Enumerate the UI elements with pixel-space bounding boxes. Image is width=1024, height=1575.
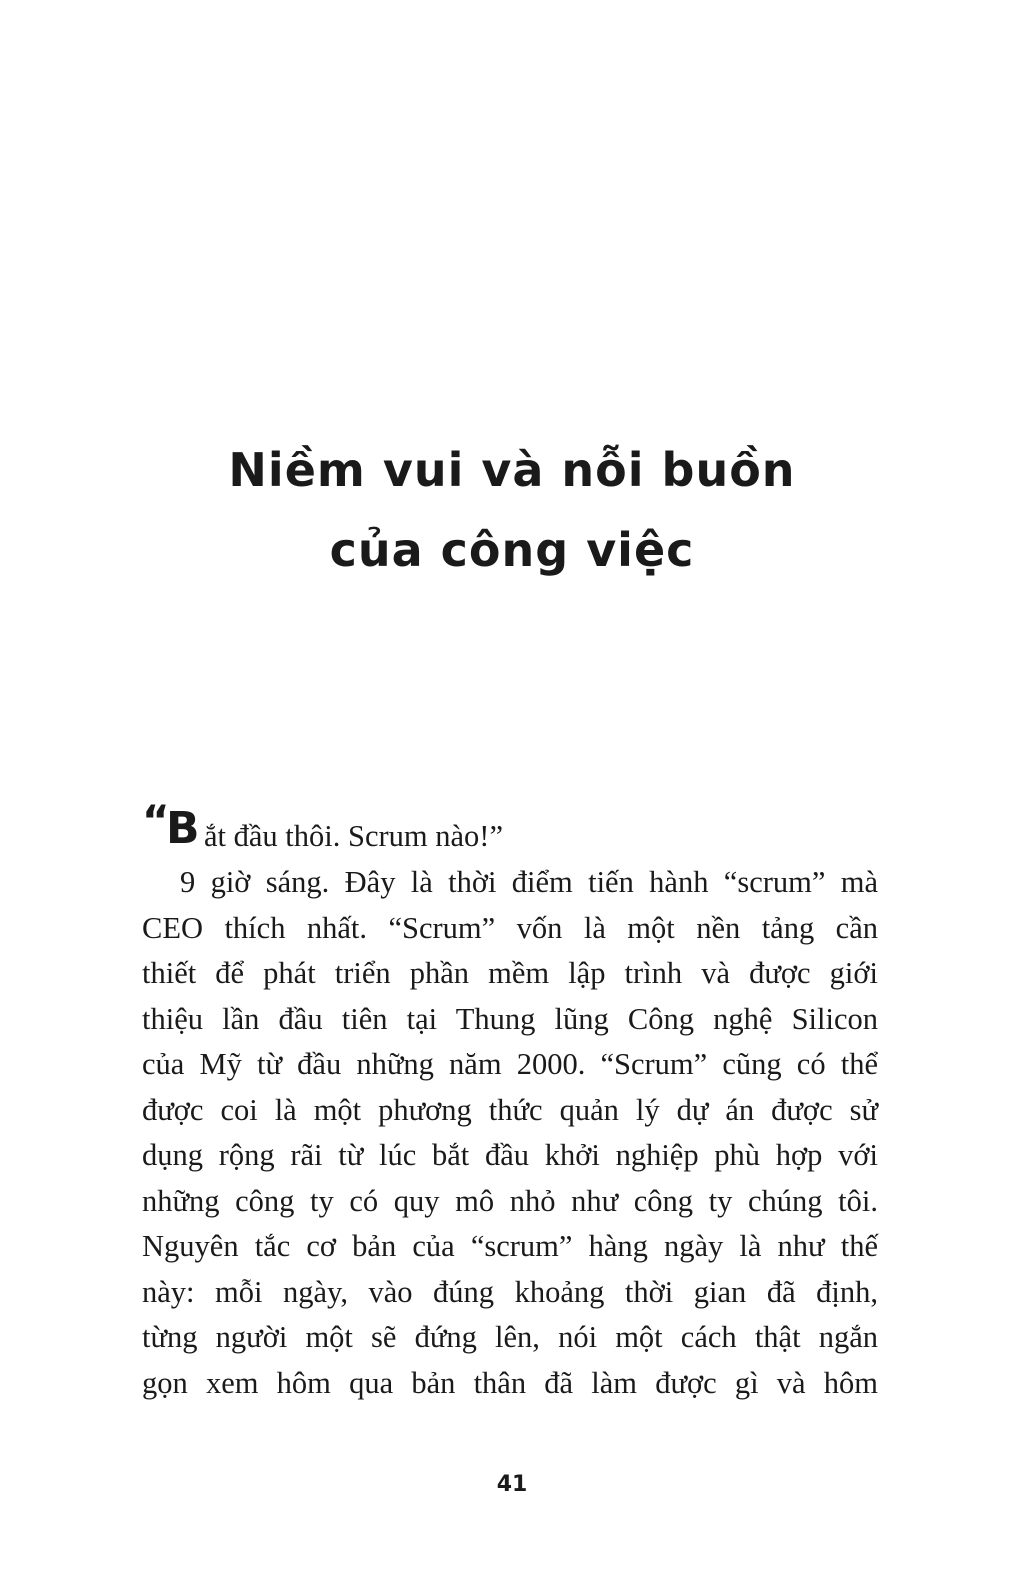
chapter-title-line-1: Niềm vui và nỗi buồn: [228, 443, 796, 497]
drop-cap: B: [166, 803, 200, 854]
opening-line: [142, 796, 878, 860]
paragraph-line: dụng rộng rãi từ lúc bắt đầu khởi nghiệp phù hợp với: [142, 1138, 878, 1172]
paragraph-line: CEO thích nhất. “Scrum” vốn là một nền tảng cần: [142, 910, 878, 945]
opening-quote-mark: “: [142, 796, 170, 845]
paragraph-line: từng người một sẽ đứng lên, nói một cách thật ngắn: [142, 1320, 878, 1354]
paragraph: [142, 860, 878, 1406]
paragraph-line: của Mỹ từ đầu những năm 2000. “Scrum” cũng có thể: [142, 1047, 878, 1081]
body-text: [142, 796, 878, 1406]
paragraph-line: thiết để phát triển phần mềm lập trình và được giới: [142, 956, 878, 990]
chapter-title-line-2: của công việc: [329, 523, 695, 577]
paragraph-line: 9 giờ sáng. Đây là thời điểm tiến hành “scrum” mà: [180, 865, 878, 899]
paragraph-line: gọn xem hôm qua bản thân đã làm được gì và hôm: [142, 1365, 878, 1400]
paragraph-line: Nguyên tắc cơ bản của “scrum” hàng ngày là như thế: [142, 1229, 878, 1263]
opening-text: ắt đầu thôi. Scrum nào!”: [204, 819, 503, 853]
paragraph-line: được coi là một phương thức quản lý dự án được sử: [142, 1092, 878, 1127]
paragraph-line: này: mỗi ngày, vào đúng khoảng thời gian đã định,: [142, 1274, 878, 1309]
paragraph-line: thiệu lần đầu tiên tại Thung lũng Công nghệ Silicon: [142, 1001, 878, 1036]
page-number: 41: [496, 1472, 528, 1497]
paragraph-line: những công ty có quy mô nhỏ như công ty chúng tôi.: [142, 1183, 878, 1218]
chapter-title: [0, 430, 1024, 590]
